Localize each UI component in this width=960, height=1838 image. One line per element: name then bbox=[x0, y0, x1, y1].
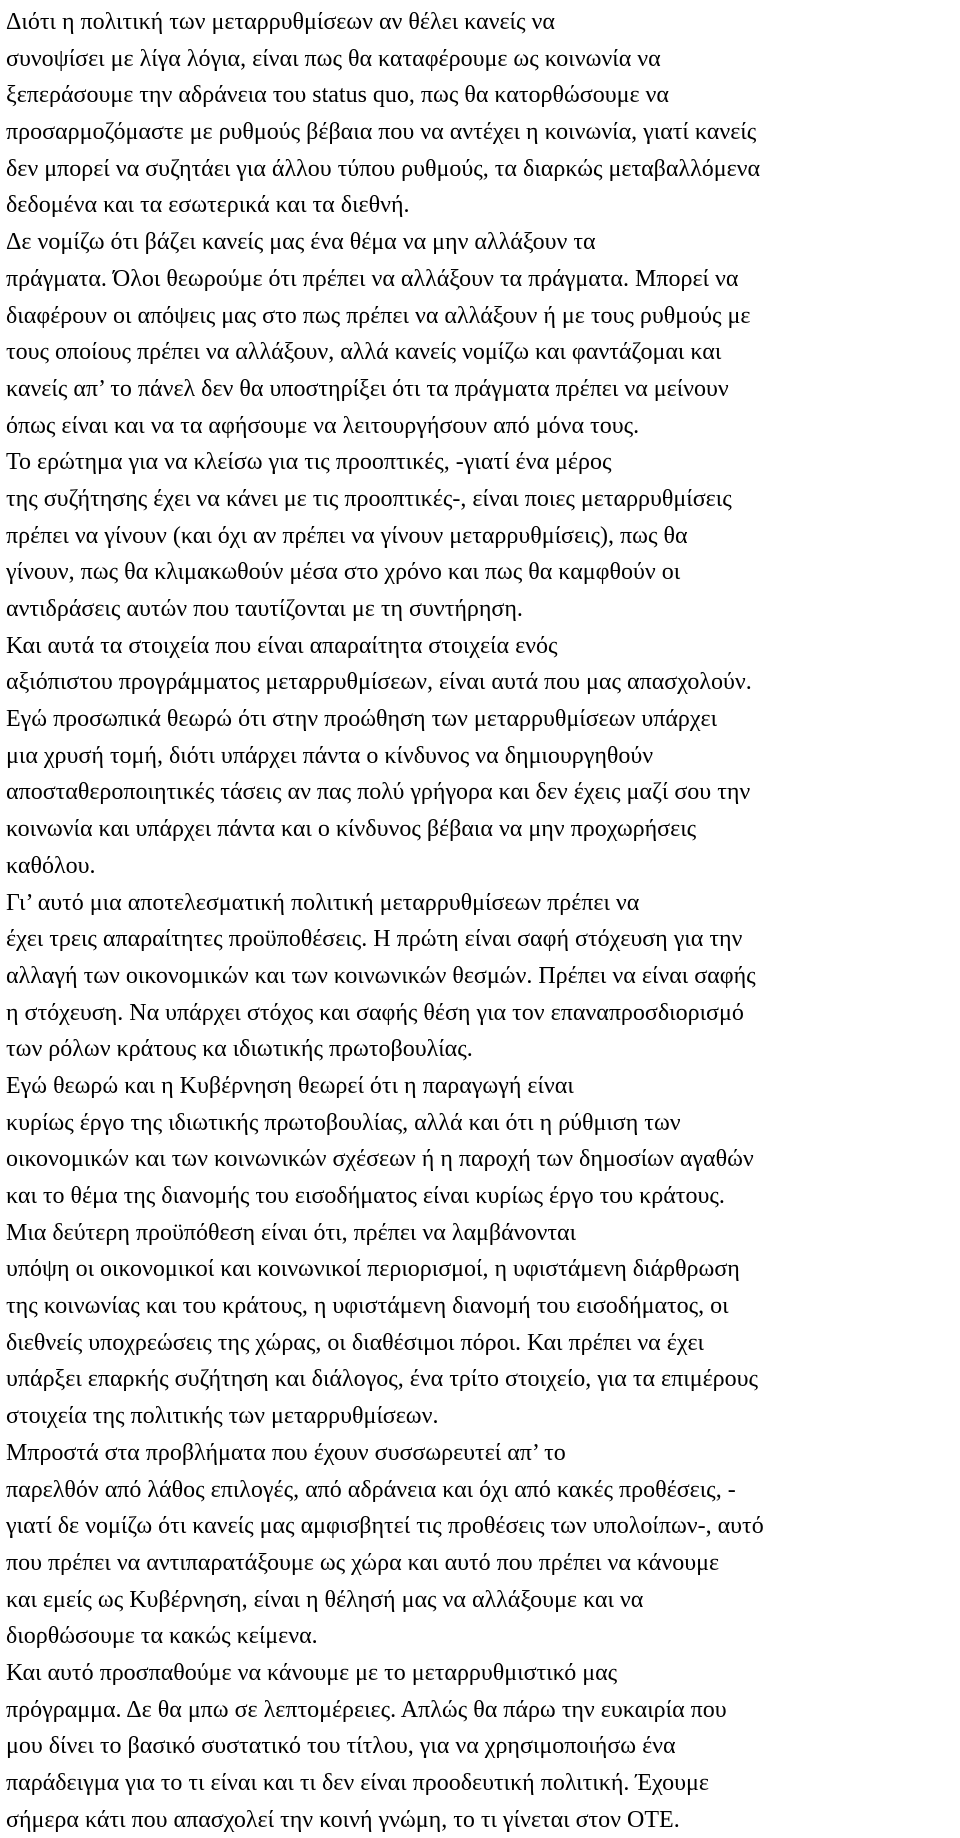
text-line: δεδομένα και τα εσωτερικά και τα διεθνή. bbox=[6, 192, 410, 219]
text-line: κανείς απ’ το πάνελ δεν θα υποστηρίξει ότι τα πράγματα πρέπει να μείνουν bbox=[6, 375, 729, 402]
text-line: μια χρυσή τομή, διότι υπάρχει πάντα ο κίνδυνος να δημιουργηθούν bbox=[6, 742, 654, 769]
text-line: γίνουν, πως θα κλιμακωθούν μέσα στο χρόνο και πως θα καμφθούν οι bbox=[6, 559, 681, 586]
text-line: αλλαγή των οικονομικών και των κοινωνικών θεσμών. Πρέπει να είναι σαφής bbox=[6, 962, 756, 989]
text-line: καθόλου. bbox=[6, 852, 96, 879]
text-line: Μπροστά στα προβλήματα που έχουν συσσωρευτεί απ’ το bbox=[6, 1439, 566, 1466]
text-line: παρελθόν από λάθος επιλογές, από αδράνεια και όχι από κακές προθέσεις, - bbox=[6, 1476, 736, 1503]
text-line: αποσταθεροποιητικές τάσεις αν πας πολύ γρήγορα και δεν έχεις μαζί σου την bbox=[6, 779, 751, 806]
text-line: Και αυτά τα στοιχεία που είναι απαραίτητα στοιχεία ενός bbox=[6, 632, 558, 659]
text-line: αντιδράσεις αυτών που ταυτίζονται με τη συντήρηση. bbox=[6, 596, 523, 622]
text-line: της κοινωνίας και του κράτους, η υφιστάμενη διανομή του εισοδήματος, οι bbox=[6, 1293, 729, 1320]
text-line: διορθώσουμε τα κακώς κείμενα. bbox=[6, 1623, 318, 1650]
text-line: κοινωνία και υπάρχει πάντα και ο κίνδυνος βέβαια να μην προχωρήσεις bbox=[6, 816, 697, 843]
text-line: της συζήτησης έχει να κάνει με τις προοπτικές-, είναι ποιες μεταρρυθμίσεις bbox=[6, 485, 732, 512]
text-line: πρέπει να γίνουν (και όχι αν πρέπει να γίνουν μεταρρυθμίσεις), πως θα bbox=[6, 522, 688, 549]
text-line: και εμείς ως Κυβέρνηση, είναι η θέλησή μας να αλλάξουμε και να bbox=[6, 1586, 644, 1613]
text-line: αξιόπιστου προγράμματος μεταρρυθμίσεων, είναι αυτά που μας απασχολούν. bbox=[6, 669, 752, 696]
text-line: συνοψίσει με λίγα λόγια, είναι πως θα καταφέρουμε ως κοινωνία να bbox=[6, 45, 661, 72]
text-line: Το ερώτημα για να κλείσω για τις προοπτικές, -γιατί ένα μέρος bbox=[6, 449, 612, 476]
text-line: παράδειγμα για το τι είναι και τι δεν είναι προοδευτική πολιτική. Έχουμε bbox=[6, 1770, 709, 1796]
text-line: Γι’ αυτό μια αποτελεσματική πολιτική μεταρρυθμίσεων πρέπει να bbox=[6, 889, 640, 916]
text-line: Και αυτό προσπαθούμε να κάνουμε με το μεταρρυθμιστικό μας bbox=[6, 1659, 618, 1686]
text-line: τους οποίους πρέπει να αλλάξουν, αλλά κανείς νομίζω και φαντάζομαι και bbox=[6, 339, 722, 366]
text-line: των ρόλων κράτους κα ιδιωτικής πρωτοβουλίας. bbox=[6, 1036, 473, 1063]
text-line: Εγώ θεωρώ και η Κυβέρνηση θεωρεί ότι η παραγωγή είναι bbox=[6, 1072, 574, 1099]
text-line: Εγώ προσωπικά θεωρώ ότι στην προώθηση των μεταρρυθμίσεων υπάρχει bbox=[6, 706, 718, 733]
text-line: Διότι η πολιτική των μεταρρυθμίσεων αν θέλει κανείς να bbox=[6, 9, 555, 35]
text-line: και το θέμα της διανομής του εισοδήματος είναι κυρίως έργο του κράτους. bbox=[6, 1183, 725, 1209]
text-line: ξεπεράσουμε την αδράνεια του status quo, πως θα κατορθώσουμε να bbox=[6, 82, 669, 109]
text-line: σήμερα κάτι που απασχολεί την κοινή γνώμη, το τι γίνεται στον ΟΤΕ. bbox=[6, 1806, 680, 1833]
text-line: η στόχευση. Να υπάρχει στόχος και σαφής θέση για τον επαναπροσδιορισμό bbox=[6, 999, 744, 1026]
text-line: υπάρξει επαρκής συζήτηση και διάλογος, ένα τρίτο στοιχείο, για τα επιμέρους bbox=[6, 1366, 759, 1393]
text-line: οικονομικών και των κοινωνικών σχέσεων ή η παροχή των δημοσίων αγαθών bbox=[6, 1146, 754, 1173]
text-line: στοιχεία της πολιτικής των μεταρρυθμίσεων. bbox=[6, 1403, 439, 1430]
text-line: Δε νομίζω ότι βάζει κανείς μας ένα θέμα να μην αλλάξουν τα bbox=[6, 229, 596, 256]
text-line: πράγματα. Όλοι θεωρούμε ότι πρέπει να αλλάξουν τα πράγματα. Μπορεί να bbox=[6, 265, 739, 292]
text-line: έχει τρεις απαραίτητες προϋποθέσεις. Η πρώτη είναι σαφή στόχευση για την bbox=[6, 926, 743, 953]
text-line: Μια δεύτερη προϋπόθεση είναι ότι, πρέπει να λαμβάνονται bbox=[6, 1219, 577, 1246]
text-line: υπόψη οι οικονομικοί και κοινωνικοί περιορισμοί, η υφιστάμενη διάρθρωση bbox=[6, 1256, 740, 1283]
text-line: πρόγραμμα. Δε θα μπω σε λεπτομέρειες. Απλώς θα πάρω την ευκαιρία που bbox=[6, 1696, 727, 1723]
text-line: διεθνείς υποχρεώσεις της χώρας, οι διαθέσιμοι πόροι. Και πρέπει να έχει bbox=[6, 1329, 705, 1356]
text-line: κυρίως έργο της ιδιωτικής πρωτοβουλίας, αλλά και ότι η ρύθμιση των bbox=[6, 1109, 681, 1136]
text-line: που πρέπει να αντιπαρατάξουμε ως χώρα και αυτό που πρέπει να κάνουμε bbox=[6, 1549, 720, 1576]
text-line: όπως είναι και να τα αφήσουμε να λειτουργήσουν από μόνα τους. bbox=[6, 412, 640, 439]
text-line: γιατί δε νομίζω ότι κανείς μας αμφισβητεί τις προθέσεις των υπολοίπων-, αυτό bbox=[6, 1513, 764, 1540]
text-line: δεν μπορεί να συζητάει για άλλου τύπου ρυθμούς, τα διαρκώς μεταβαλλόμενα bbox=[6, 155, 761, 182]
text-line: μου δίνει το βασικό συστατικό του τίτλου, για να χρησιμοποιήσω ένα bbox=[6, 1733, 676, 1760]
text-line: διαφέρουν οι απόψεις μας στο πως πρέπει να αλλάξουν ή με τους ρυθμούς με bbox=[6, 302, 751, 329]
text-line: προσαρμοζόμαστε με ρυθμούς βέβαια που να αντέχει η κοινωνία, γιατί κανείς bbox=[6, 119, 757, 146]
